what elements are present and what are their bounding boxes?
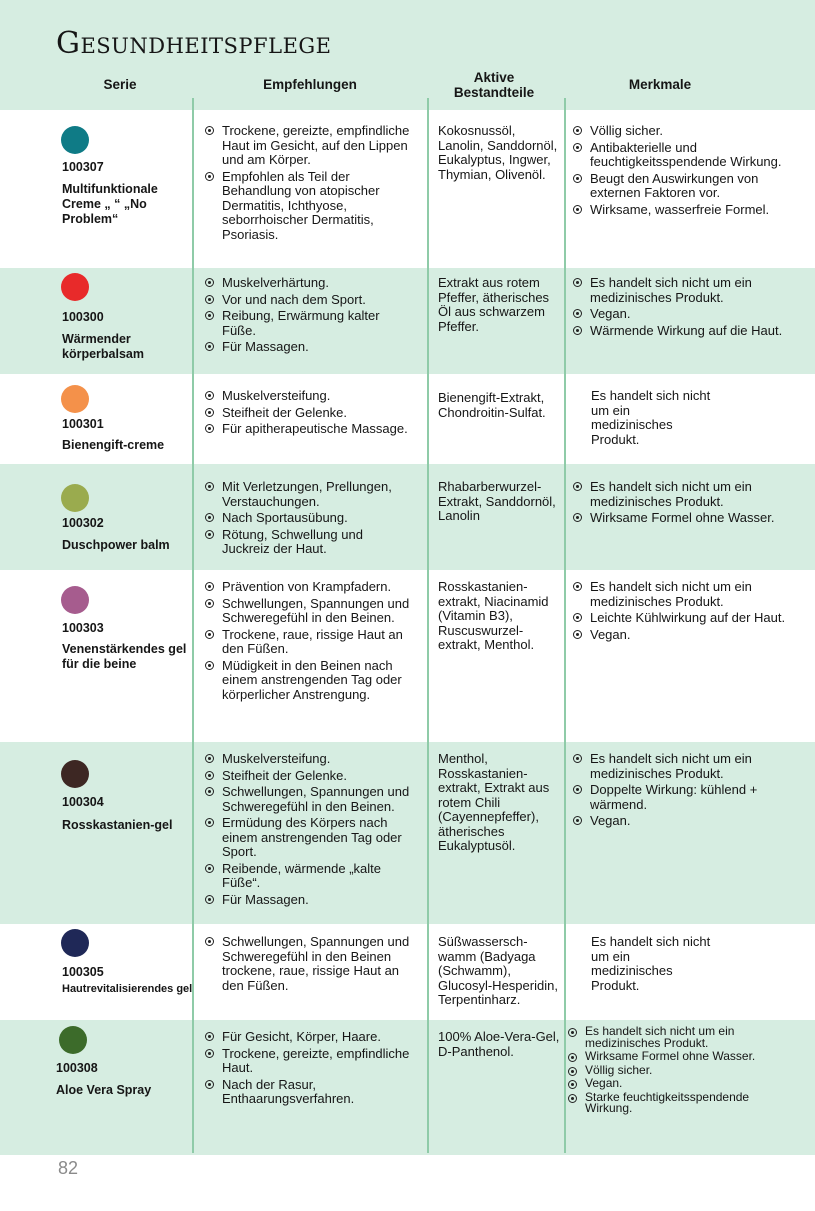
list-item-text: Reibung, Erwärmung kalter Füße. (222, 308, 380, 338)
list-item-text: Steifheit der Gelenke. (222, 767, 348, 783)
list-item-text: Es handelt sich nicht um ein medizinisches Produkt. (590, 751, 752, 781)
bullet-list (205, 935, 413, 995)
bullet-list (573, 480, 788, 528)
list-item (205, 422, 413, 437)
bullet-icon (568, 1094, 577, 1103)
product-name: Venenstärkendes gel für die beine (62, 642, 187, 671)
column-header-serie: Serie (103, 77, 137, 92)
bullet-icon (573, 785, 582, 794)
product-code: 100302 (62, 516, 104, 530)
table-row (0, 924, 815, 1020)
list-item-text: Muskelversteifung. (222, 388, 331, 403)
bullet-icon (205, 630, 214, 639)
list-item (205, 752, 413, 767)
list-item (573, 783, 788, 812)
list-item (568, 1051, 768, 1063)
list-item-text: Wirksame Formel ohne Wasser. (590, 510, 775, 525)
list-item-text: Für Massagen. (222, 891, 309, 907)
list-item-text: Muskelversteifung. (222, 751, 331, 766)
column-header-merkmale: Merkmale (628, 77, 692, 92)
list-item (568, 1062, 768, 1077)
list-item-text: Wirksame, wasserfreie Formel. (590, 201, 770, 217)
column-header-aktive-bestandteile: Aktive Bestandteile (453, 70, 535, 100)
list-item-text: Es handelt sich nicht um ein medizinisches Produkt. (590, 275, 752, 305)
list-item (205, 389, 413, 404)
list-item-text: Rötung, Schwellung und Juckreiz der Haut. (222, 526, 363, 556)
list-item-text: Nach Sportausübung. (222, 510, 348, 525)
table-row (0, 110, 815, 268)
bullet-list (205, 389, 413, 439)
bullet-list (568, 1026, 768, 1117)
bullet-icon (573, 278, 582, 287)
bullet-icon (205, 754, 214, 763)
list-item (573, 480, 788, 509)
active-ingredients: Bienengift-Extrakt, Chondroitin-Sulfat. (438, 390, 546, 420)
list-item-text: Es handelt sich nicht um ein medizinisches Produkt. (590, 479, 752, 509)
bullet-list (205, 1030, 413, 1109)
list-item-text: Vegan. (585, 1076, 623, 1090)
active-ingredients: Rhabarberwurzel-Extrakt, Sanddornöl, Lanolin (438, 479, 556, 523)
list-item (205, 1047, 413, 1076)
list-item-text: Vegan. (590, 626, 631, 642)
bullet-list (205, 276, 413, 357)
color-swatch (61, 586, 89, 614)
list-item-text: Antibakterielle und feuchtigkeitsspendende Wirkung. (590, 139, 782, 169)
page-title: Gesundheitspflege (56, 26, 332, 61)
list-item (205, 293, 413, 308)
list-item (573, 203, 788, 218)
product-code: 100307 (62, 160, 104, 174)
list-item-text: Völlig sicher. (590, 123, 663, 138)
list-item (205, 816, 413, 860)
list-item-text: Vor und nach dem Sport. (222, 291, 366, 307)
product-name: Duschpower balm (62, 538, 170, 552)
list-item-text: Schwellungen, Spannungen und Schweregefühl in den Beinen trockene, raue, rissige Haut an den Füßen. (222, 934, 410, 993)
list-item-text: Leichte Kühlwirkung auf der Haut. (590, 610, 786, 625)
list-item (205, 170, 413, 243)
list-item (205, 276, 413, 291)
list-item-text: Für Massagen. (222, 339, 309, 354)
product-code: 100300 (62, 310, 104, 324)
bullet-list (573, 276, 788, 340)
bullet-icon (205, 391, 214, 400)
bullet-icon (205, 661, 214, 670)
bullet-icon (573, 126, 582, 135)
list-item (205, 769, 413, 784)
bullet-list (205, 752, 413, 909)
product-name: Aloe Vera Spray (56, 1083, 152, 1097)
active-ingredients: Rosskastanien-extrakt, Niacinamid (Vitamin B3), Ruscuswurzel-extrakt, Menthol. (438, 579, 549, 652)
bullet-icon (205, 787, 214, 796)
list-item (205, 862, 413, 891)
bullet-icon (205, 482, 214, 491)
bullet-icon (205, 1080, 214, 1089)
active-ingredients: 100% Aloe-Vera-Gel, D-Panthenol. (438, 1029, 560, 1059)
bullet-icon (205, 582, 214, 591)
bullet-icon (573, 326, 582, 335)
list-item-text: Trockene, gereizte, empfindliche Haut im Gesicht, auf den Lippen und am Körper. (222, 123, 410, 167)
list-item (205, 340, 413, 355)
list-item-text: Es handelt sich nicht um ein medizinisches Produkt. (585, 1024, 735, 1050)
list-item-text: Steifheit der Gelenke. (222, 404, 348, 420)
list-item-text: Reibende, wärmende „kalte Füße“. (222, 860, 381, 890)
page-number: 82 (58, 1158, 79, 1178)
bullet-icon (205, 1032, 214, 1041)
bullet-icon (205, 530, 214, 539)
bullet-icon (205, 278, 214, 287)
features-text: Es handelt sich nicht um ein medizinisches Produkt. (591, 388, 711, 447)
list-item-text: Empfohlen als Teil der Behandlung von atopischer Dermatitis, Ichthyose, seborrhoischer Dermatitis, Psoriasis. (222, 168, 380, 242)
list-item-text: Trockene, gereizte, empfindliche Haut. (222, 1045, 410, 1075)
bullet-icon (573, 816, 582, 825)
list-item (205, 628, 413, 657)
bullet-icon (573, 630, 582, 639)
product-code: 100303 (62, 621, 104, 635)
color-swatch (59, 1026, 87, 1054)
list-item (205, 309, 413, 338)
table-row (0, 742, 815, 924)
product-name: Bienengift-creme (62, 438, 165, 452)
product-code: 100305 (62, 965, 104, 979)
active-ingredients: Extrakt aus rotem Pfeffer, ätherisches Öl aus schwarzem Pfeffer. (438, 275, 550, 334)
list-item-text: Muskelverhärtung. (222, 275, 329, 290)
column-divider (427, 98, 429, 1153)
list-item-text: Starke feuchtigkeitsspendende Wirkung. (585, 1089, 750, 1115)
color-swatch (61, 484, 89, 512)
list-item-text: Nach der Rasur, Enthaarungsverfahren. (222, 1076, 355, 1106)
list-item-text: Doppelte Wirkung: kühlend + wärmend. (590, 782, 758, 812)
bullet-icon (205, 818, 214, 827)
bullet-list (573, 580, 788, 644)
list-item-text: Für Gesicht, Körper, Haare. (222, 1029, 381, 1044)
list-item (573, 141, 788, 170)
list-item (573, 628, 788, 643)
list-item-text: Trockene, raue, rissige Haut an den Füßen. (222, 626, 403, 656)
list-item (205, 659, 413, 703)
bullet-icon (205, 172, 214, 181)
list-item (573, 307, 788, 322)
list-item-text: Müdigkeit in den Beinen nach einem anstrengenden Tag oder körperlicher Anstrengung. (222, 657, 402, 702)
list-item-text: Schwellungen, Spannungen und Schweregefühl in den Beinen. (222, 595, 410, 625)
bullet-icon (573, 613, 582, 622)
product-code: 100301 (62, 417, 104, 431)
bullet-icon (573, 309, 582, 318)
bullet-icon (568, 1067, 577, 1076)
table-row (0, 570, 815, 742)
list-item-text: Beugt den Auswirkungen von externen Faktoren vor. (590, 170, 759, 200)
bullet-icon (205, 311, 214, 320)
bullet-icon (573, 754, 582, 763)
bullet-icon (568, 1053, 577, 1062)
product-name: Wärmender körperbalsam (62, 332, 144, 361)
list-item-text: Vegan. (590, 813, 631, 828)
bullet-icon (205, 295, 214, 304)
active-ingredients: Süßwassersch-wamm (Badyaga (Schwamm), Glucosyl-Hesperidin, Terpentinharz. (438, 934, 558, 1007)
table-row (0, 374, 815, 464)
bullet-icon (573, 582, 582, 591)
list-item (573, 752, 788, 781)
list-item (568, 1089, 768, 1115)
bullet-icon (573, 205, 582, 214)
list-item (573, 611, 788, 626)
column-divider (564, 98, 566, 1153)
list-item (205, 785, 413, 814)
list-item (573, 172, 788, 201)
bullet-icon (205, 513, 214, 522)
bullet-list (573, 124, 788, 219)
list-item (205, 406, 413, 421)
list-item-text: Es handelt sich nicht um ein medizinisches Produkt. (590, 579, 752, 609)
table-row (0, 464, 815, 570)
list-item (205, 480, 413, 509)
list-item-text: Vegan. (590, 306, 631, 321)
product-name: Rosskastanien-gel (62, 818, 173, 832)
table-row (0, 268, 815, 374)
list-item-text: Prävention von Krampfadern. (222, 579, 392, 594)
product-name: Multifunktionale Creme „ “ „No Problem“ (62, 182, 158, 226)
bullet-icon (205, 599, 214, 608)
bullet-list (205, 480, 413, 559)
footer (0, 1155, 815, 1211)
list-item-text: Wirksame Formel ohne Wasser. (585, 1049, 756, 1063)
bullet-list (205, 124, 413, 244)
bullet-icon (205, 864, 214, 873)
list-item (568, 1078, 768, 1090)
list-item (205, 893, 413, 908)
color-swatch (61, 929, 89, 957)
bullet-list (573, 752, 788, 831)
bullet-icon (573, 143, 582, 152)
list-item (205, 1078, 413, 1107)
list-item (205, 935, 413, 993)
bullet-icon (205, 126, 214, 135)
bullet-icon (205, 1049, 214, 1058)
column-header-empfehlungen: Empfehlungen (263, 77, 357, 92)
bullet-icon (205, 895, 214, 904)
list-item (205, 597, 413, 626)
product-name: Hautrevitalisierendes gel (62, 983, 193, 995)
product-code: 100304 (62, 795, 104, 809)
product-code: 100308 (56, 1061, 98, 1075)
color-swatch (61, 385, 89, 413)
column-divider (192, 98, 194, 1153)
bullet-icon (205, 771, 214, 780)
list-item-text: Schwellungen, Spannungen und Schweregefühl in den Beinen. (222, 784, 410, 814)
active-ingredients: Menthol, Rosskastanien-extrakt, Extrakt aus rotem Chili (Cayennepfeffer), ätherisches Eukalyptusöl. (438, 751, 550, 853)
list-item (205, 580, 413, 595)
list-item (205, 528, 413, 557)
list-item (568, 1026, 768, 1049)
bullet-icon (205, 342, 214, 351)
bullet-icon (205, 937, 214, 946)
list-item (205, 511, 413, 526)
bullet-icon (568, 1028, 577, 1037)
list-item (573, 276, 788, 305)
list-item (205, 124, 413, 168)
color-swatch (61, 273, 89, 301)
bullet-icon (573, 513, 582, 522)
color-swatch (61, 760, 89, 788)
bullet-icon (573, 482, 582, 491)
list-item-text: Völlig sicher. (585, 1062, 653, 1077)
bullet-icon (568, 1080, 577, 1089)
bullet-icon (573, 174, 582, 183)
bullet-icon (205, 408, 214, 417)
table-row (0, 1020, 815, 1155)
list-item (573, 124, 788, 139)
list-item-text: Ermüdung des Körpers nach einem anstrengenden Tag oder Sport. (222, 815, 402, 859)
list-item (573, 580, 788, 609)
list-item (205, 1030, 413, 1045)
bullet-list (205, 580, 413, 704)
list-item (573, 511, 788, 526)
color-swatch (61, 126, 89, 154)
list-item (573, 324, 788, 339)
list-item (573, 814, 788, 829)
list-item-text: Für apitherapeutische Massage. (222, 421, 408, 436)
list-item-text: Mit Verletzungen, Prellungen, Verstauchungen. (222, 479, 392, 509)
features-text: Es handelt sich nicht um ein medizinisches Produkt. (591, 934, 711, 993)
active-ingredients: Kokosnussöl, Lanolin, Sanddornöl, Eukalyptus, Ingwer, Thymian, Olivenöl. (438, 123, 558, 182)
bullet-icon (205, 424, 214, 433)
list-item-text: Wärmende Wirkung auf die Haut. (590, 322, 783, 338)
